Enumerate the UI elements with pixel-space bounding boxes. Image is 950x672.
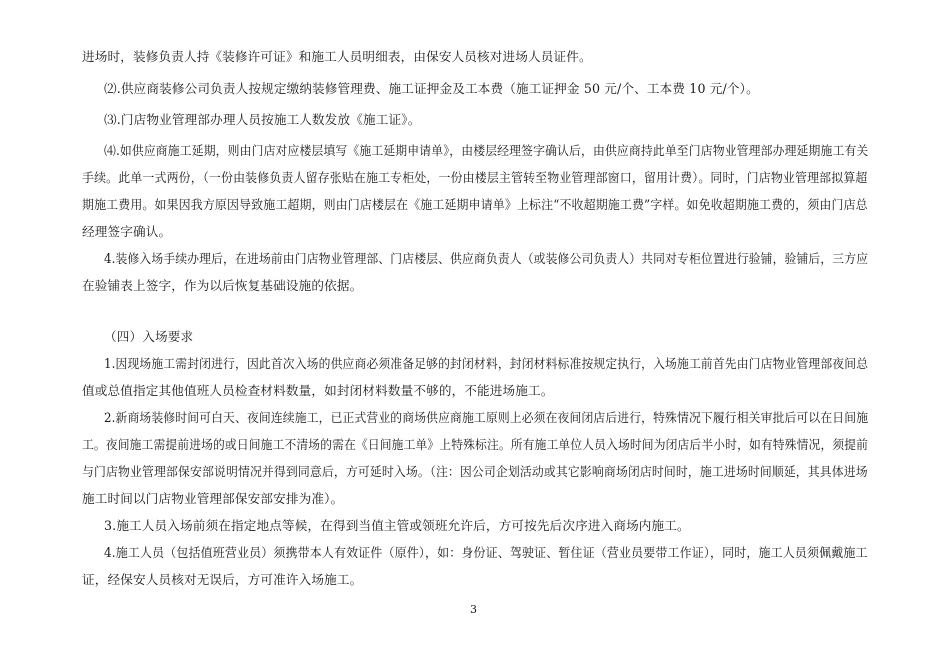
text-line-2: ⑵.供应商装修公司负责人按规定缴纳装修管理费、施工证押金及工本费（施工证押金 50 元/个、工本费 10 元/个）。 <box>104 81 759 96</box>
text-line-15: 与门店物业管理部保安部说明情况并得到同意后，方可延时入场。（注：因公司企划活动或其它影响商场闭店时间时，施工进场时间顺延，其具体进场 <box>82 464 868 479</box>
text-line-19: 证，经保安人员核对无误后，方可准许入场施工。 <box>82 572 363 587</box>
text-line-6: 期施工费用。如果因我方原因导致施工超期，则由门店楼层在《施工延期申请单》上标注“不收超期施工费”字样。如免收超期施工费的，须由门店总 <box>82 197 868 212</box>
page-number: 3 <box>470 603 477 616</box>
text-line-5: 手续。此单一式两份，（一份由装修负责人留存张贴在施工专柜处，一份由楼层主管转至物业管理部窗口，留用计费）。同时，门店物业管理部拟算超 <box>82 170 868 185</box>
text-line-17: 3.施工人员入场前须在指定地点等候，在得到当值主管或领班允许后，方可按先后次序进入商场内施工。 <box>104 518 690 533</box>
text-line-16: 施工时间以门店物业管理部保安部安排为准）。 <box>82 491 344 506</box>
text-line-1: 进场时，装修负责人持《装修许可证》和施工人员明细表，由保安人员核对进场人员证件。 <box>82 49 592 64</box>
text-line-9: 在验铺表上签字，作为以后恢复基础设施的依据。 <box>82 278 363 293</box>
text-line-11: 1.因现场施工需封闭进行，因此首次入场的供应商必须准备足够的封闭材料，封闭材料标准按规定执行，入场施工前首先由门店物业管理部夜间总 <box>104 356 869 371</box>
text-line-4: ⑷.如供应商施工延期，则由门店对应楼层填写《施工延期申请单》，由楼层经理签字确认后，由供应商持此单至门店物业管理部办理延期施工有关 <box>104 143 869 158</box>
text-line-13: 2.新商场装修时间可白天、夜间连续施工，已正式营业的商场供应商施工原则上必须在夜间闭店后进行，特殊情况下履行相关审批后可以在日间施 <box>104 410 869 425</box>
text-line-3: ⑶.门店物业管理部办理人员按施工人数发放《施工证》。 <box>104 112 421 127</box>
text-line-18: 4.施工人员（包括值班营业员）须携带本人有效证件（原件），如：身份证、驾驶证、暂住证（营业员要带工作证），同时，施工人员须佩戴施工 <box>104 545 868 560</box>
text-line-8: 4.装修入场手续办理后，在进场前由门店物业管理部、门店楼层、供应商负责人（或装修公司负责人）共同对专柜位置进行验铺，验铺后，三方应 <box>104 251 869 266</box>
section-heading: （四）入场要求 <box>104 329 194 344</box>
text-line-14: 工。夜间施工需提前进场的或日间施工不清场的需在《日间施工单》上特殊标注。所有施工单位人员入场时间为闭店后半小时，如有特殊情况，须提前 <box>82 437 869 452</box>
text-line-7: 经理签字确认。 <box>82 224 172 239</box>
text-line-12: 值或总值指定其他值班人员检查材料数量，如封闭材料数量不够的，不能进场施工。 <box>82 383 554 398</box>
